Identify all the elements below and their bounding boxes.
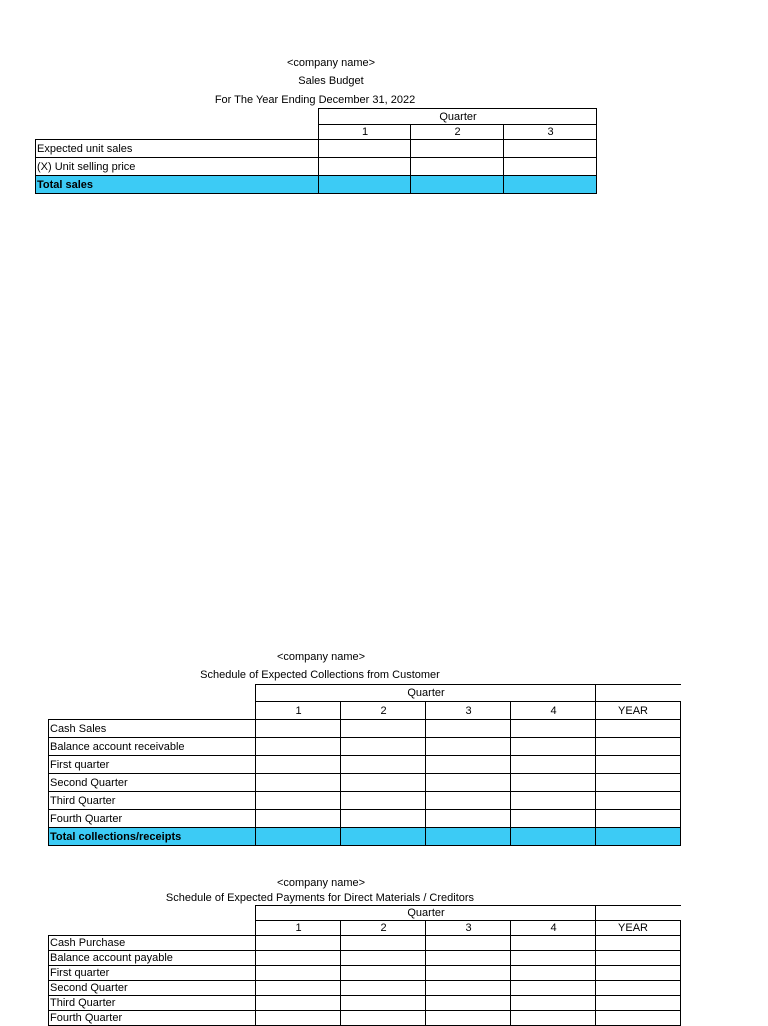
payments-quarter-4: 4 xyxy=(511,921,596,936)
cell[interactable] xyxy=(511,936,596,951)
collections-quarter-3: 3 xyxy=(426,702,511,720)
payments-table xyxy=(48,905,681,1026)
payments-row-label: Balance account payable xyxy=(49,951,256,966)
cell[interactable] xyxy=(511,774,596,792)
sales-quarter-header: Quarter xyxy=(319,109,597,125)
payments-row-label: First quarter xyxy=(49,966,256,981)
cell[interactable] xyxy=(341,828,426,846)
cell[interactable] xyxy=(596,738,681,756)
cell[interactable] xyxy=(426,951,511,966)
collections-quarter-4: 4 xyxy=(511,702,596,720)
cell[interactable] xyxy=(504,176,597,194)
payments-quarter-header: Quarter xyxy=(256,906,596,921)
cell[interactable] xyxy=(256,792,341,810)
payments-row-label: Fourth Quarter xyxy=(49,1011,256,1026)
sales-quarter-3: 3 xyxy=(504,125,597,140)
collections-table xyxy=(48,684,681,846)
sales-row-label: (X) Unit selling price xyxy=(36,158,319,176)
payments-title: Schedule of Expected Payments for Direct Materials / Creditors xyxy=(165,892,475,904)
cell[interactable] xyxy=(341,774,426,792)
payments-company-name: <company name> xyxy=(276,877,366,889)
cell[interactable] xyxy=(596,756,681,774)
cell[interactable] xyxy=(511,1011,596,1026)
cell[interactable] xyxy=(511,810,596,828)
cell[interactable] xyxy=(596,774,681,792)
cell[interactable] xyxy=(426,810,511,828)
cell[interactable] xyxy=(319,140,411,158)
cell[interactable] xyxy=(341,756,426,774)
payments-row-label: Third Quarter xyxy=(49,996,256,1011)
cell[interactable] xyxy=(596,828,681,846)
collections-row-label: Third Quarter xyxy=(49,792,256,810)
collections-quarter-2: 2 xyxy=(341,702,426,720)
cell[interactable] xyxy=(511,792,596,810)
cell[interactable] xyxy=(341,981,426,996)
collections-year-header: YEAR xyxy=(596,702,681,720)
cell[interactable] xyxy=(256,981,341,996)
cell[interactable] xyxy=(596,810,681,828)
cell[interactable] xyxy=(511,756,596,774)
cell[interactable] xyxy=(319,158,411,176)
cell[interactable] xyxy=(426,738,511,756)
cell[interactable] xyxy=(596,966,681,981)
cell[interactable] xyxy=(426,936,511,951)
cell[interactable] xyxy=(426,996,511,1011)
cell[interactable] xyxy=(596,951,681,966)
cell[interactable] xyxy=(426,774,511,792)
collections-row-label: Fourth Quarter xyxy=(49,810,256,828)
cell[interactable] xyxy=(511,996,596,1011)
cell[interactable] xyxy=(341,810,426,828)
cell[interactable] xyxy=(256,720,341,738)
cell[interactable] xyxy=(341,720,426,738)
cell[interactable] xyxy=(411,158,504,176)
payments-quarter-2: 2 xyxy=(341,921,426,936)
cell[interactable] xyxy=(426,720,511,738)
cell[interactable] xyxy=(426,1011,511,1026)
sales-quarter-2: 2 xyxy=(411,125,504,140)
cell[interactable] xyxy=(341,1011,426,1026)
cell[interactable] xyxy=(256,951,341,966)
cell[interactable] xyxy=(256,936,341,951)
cell[interactable] xyxy=(596,936,681,951)
cell[interactable] xyxy=(596,720,681,738)
cell[interactable] xyxy=(426,828,511,846)
sales-budget-table xyxy=(35,108,597,194)
sales-budget-title: Sales Budget xyxy=(298,75,364,87)
cell[interactable] xyxy=(256,774,341,792)
cell[interactable] xyxy=(256,756,341,774)
cell[interactable] xyxy=(256,828,341,846)
cell[interactable] xyxy=(511,738,596,756)
cell[interactable] xyxy=(341,792,426,810)
collections-title: Schedule of Expected Collections from Customer xyxy=(200,669,440,681)
payments-year-header: YEAR xyxy=(596,921,681,936)
cell[interactable] xyxy=(426,981,511,996)
payments-quarter-3: 3 xyxy=(426,921,511,936)
cell[interactable] xyxy=(411,140,504,158)
cell[interactable] xyxy=(426,966,511,981)
cell[interactable] xyxy=(596,792,681,810)
sales-quarter-1: 1 xyxy=(319,125,411,140)
sales-company-name: <company name> xyxy=(286,57,376,69)
cell[interactable] xyxy=(319,176,411,194)
cell[interactable] xyxy=(426,756,511,774)
cell[interactable] xyxy=(596,981,681,996)
collections-company-name: <company name> xyxy=(276,651,366,663)
cell[interactable] xyxy=(511,981,596,996)
cell[interactable] xyxy=(411,176,504,194)
cell[interactable] xyxy=(426,792,511,810)
cell[interactable] xyxy=(511,966,596,981)
cell[interactable] xyxy=(256,966,341,981)
cell[interactable] xyxy=(341,738,426,756)
cell[interactable] xyxy=(256,738,341,756)
cell[interactable] xyxy=(341,996,426,1011)
payments-row-label: Second Quarter xyxy=(49,981,256,996)
cell[interactable] xyxy=(504,158,597,176)
cell[interactable] xyxy=(596,996,681,1011)
sales-total-label: Total sales xyxy=(36,176,319,194)
cell[interactable] xyxy=(256,1011,341,1026)
cell[interactable] xyxy=(341,951,426,966)
collections-quarter-header: Quarter xyxy=(256,685,596,702)
payments-quarter-1: 1 xyxy=(256,921,341,936)
cell[interactable] xyxy=(504,140,597,158)
cell[interactable] xyxy=(511,951,596,966)
cell[interactable] xyxy=(341,936,426,951)
sales-row-label: Expected unit sales xyxy=(36,140,319,158)
cell[interactable] xyxy=(596,1011,681,1026)
collections-row-label: Cash Sales xyxy=(49,720,256,738)
cell[interactable] xyxy=(511,720,596,738)
cell[interactable] xyxy=(341,966,426,981)
payments-row-label: Cash Purchase xyxy=(49,936,256,951)
collections-total-label: Total collections/receipts xyxy=(49,828,256,846)
collections-quarter-1: 1 xyxy=(256,702,341,720)
cell[interactable] xyxy=(511,828,596,846)
sales-budget-period: For The Year Ending December 31, 2022 xyxy=(214,94,416,106)
collections-row-label: Balance account receivable xyxy=(49,738,256,756)
cell[interactable] xyxy=(256,810,341,828)
collections-row-label: Second Quarter xyxy=(49,774,256,792)
collections-row-label: First quarter xyxy=(49,756,256,774)
cell[interactable] xyxy=(256,996,341,1011)
